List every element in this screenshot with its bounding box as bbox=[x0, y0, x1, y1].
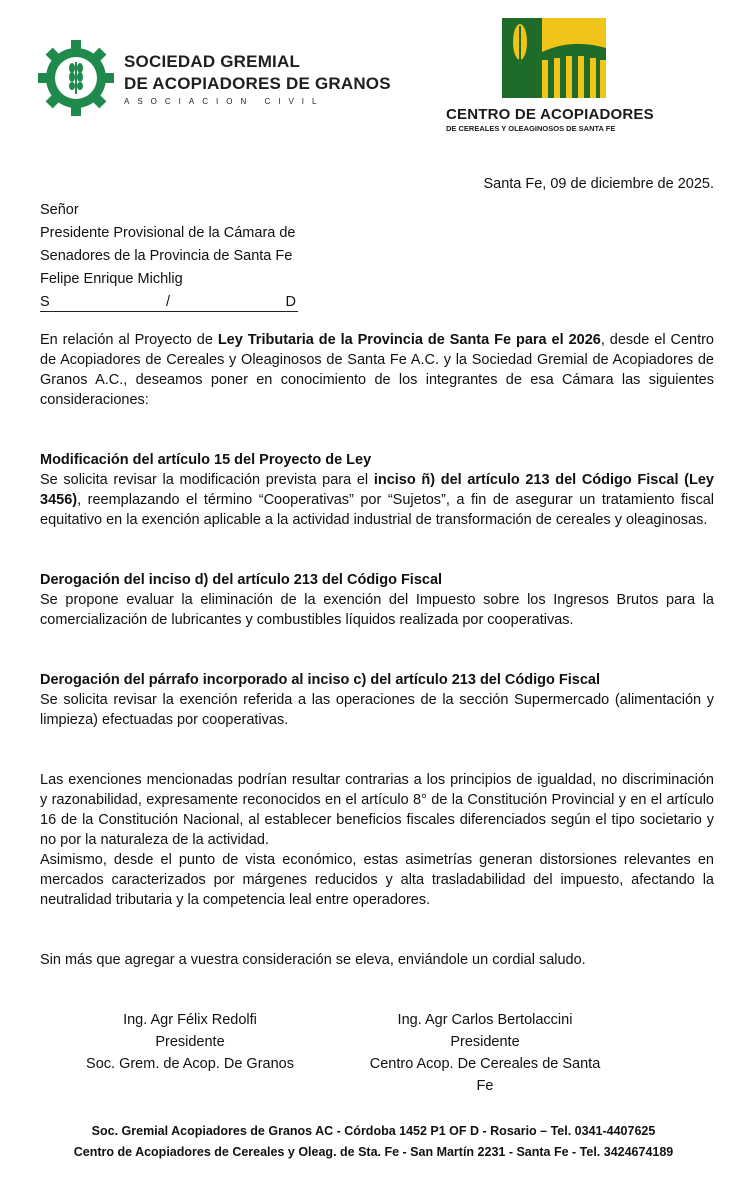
sd-line bbox=[40, 291, 298, 312]
section1-text: Se solicita revisar la modificación prevista para el inciso ñ) del artículo 213 del Código Fiscal (Ley 3456), reemplazando el término “Cooperativas” por “Sujetos”, a fin de asegurar un tratamiento fiscal equitativo en la exención aplicable a la actividad industrial de transformación de cereales y oleaginosas. bbox=[40, 472, 714, 528]
footer-line-2: Centro de Acopiadores de Cereales y Oleag. de Sta. Fe - San Martín 2231 - Santa Fe - Tel. 3424674189 bbox=[73, 1145, 674, 1159]
recipient-block bbox=[40, 199, 298, 320]
centro-acopiadores-logo bbox=[440, 18, 680, 138]
footer-line-1: Soc. Gremial Acopiadores de Granos AC - Córdoba 1452 P1 OF D - Rosario – Tel. 0341-4407625 bbox=[91, 1124, 656, 1138]
signer-name: Ing. Agr Félix Redolfi bbox=[123, 1012, 257, 1028]
gear-wheat-logo-icon bbox=[38, 40, 114, 116]
section3-heading: Derogación del párrafo incorporado al inciso c) del artículo 213 del Código Fiscal bbox=[40, 672, 600, 688]
section3-text: Se solicita revisar la exención referida a las operaciones de la sección Supermercado (alimentación y limpieza) efectuadas por cooperativas. bbox=[40, 692, 714, 728]
signature-left bbox=[75, 1009, 305, 1075]
signature-right bbox=[360, 1009, 610, 1097]
letter-body bbox=[40, 330, 714, 970]
closing-paragraph: Sin más que agregar a vuestra consideración se eleva, enviándole un cordial saludo. bbox=[40, 952, 586, 968]
signer-role: Presidente bbox=[155, 1034, 225, 1050]
section2-heading: Derogación del inciso d) del artículo 213 del Código Fiscal bbox=[40, 572, 443, 588]
logo-title-line1: SOCIEDAD GREMIAL bbox=[124, 52, 301, 71]
signer-name: Ing. Agr Carlos Bertolaccini bbox=[397, 1012, 573, 1028]
signer-org: Centro Acop. De Cereales de Santa Fe bbox=[369, 1056, 601, 1094]
sociedad-gremial-logo bbox=[38, 40, 391, 120]
signer-role: Presidente bbox=[450, 1034, 520, 1050]
logo-subtitle: DE CEREALES Y OLEAGINOSOS DE SANTA FE bbox=[446, 124, 616, 133]
recipient-line-2: Senadores de la Provincia de Santa Fe bbox=[40, 248, 293, 264]
sd-s: S bbox=[40, 294, 50, 310]
logo-subtitle: ASOCIACION CIVIL bbox=[124, 97, 325, 106]
logo-title: CENTRO DE ACOPIADORES bbox=[446, 106, 654, 123]
intro-paragraph: En relación al Proyecto de Ley Tributaria de la Provincia de Santa Fe para el 2026, desde el Centro de Acopiadores de Cereales y Oleaginosos de Santa Fe A.C. y la Sociedad Gremial de Acopiadores de Granos A.C., deseamos poner en conocimiento de los integrantes de esa Cámara las siguientes consideraciones: bbox=[40, 332, 714, 408]
signer-org: Soc. Grem. de Acop. De Granos bbox=[86, 1056, 294, 1072]
salutation: Señor bbox=[40, 202, 79, 218]
sd-d: D bbox=[285, 294, 296, 310]
wheat-field-logo-icon bbox=[502, 18, 606, 98]
letter-footer bbox=[0, 1121, 747, 1163]
economic-paragraph: Asimismo, desde el punto de vista económico, estas asimetrías generan distorsiones relevantes en mercados caracterizados por márgenes reducidos y alta trasladabilidad del impuesto, afectando la neutralidad tributaria y la competencia leal entre operadores. bbox=[40, 852, 714, 908]
logo-title-line2: DE ACOPIADORES DE GRANOS bbox=[124, 74, 391, 93]
section1-heading: Modificación del artículo 15 del Proyecto de Ley bbox=[40, 452, 372, 468]
equality-paragraph: Las exenciones mencionadas podrían resultar contrarias a los principios de igualdad, no discriminación y razonabilidad, expresamente reconocidos en el artículo 8° de la Constitución Provincial y en el artículo 16 de la Constitución Nacional, al establecer beneficios fiscales diferenciados según el tipo societario y no por la naturaleza de la actividad. bbox=[40, 772, 714, 848]
section2-text: Se propone evaluar la eliminación de la exención del Impuesto sobre los Ingresos Brutos para la comercialización de lubricantes y combustibles líquidos realizada por cooperativas. bbox=[40, 592, 714, 628]
recipient-line-1: Presidente Provisional de la Cámara de bbox=[40, 225, 296, 241]
recipient-name: Felipe Enrique Michlig bbox=[40, 271, 183, 287]
letter-date: Santa Fe, 09 de diciembre de 2025. bbox=[483, 176, 714, 192]
sd-slash: / bbox=[166, 294, 171, 310]
